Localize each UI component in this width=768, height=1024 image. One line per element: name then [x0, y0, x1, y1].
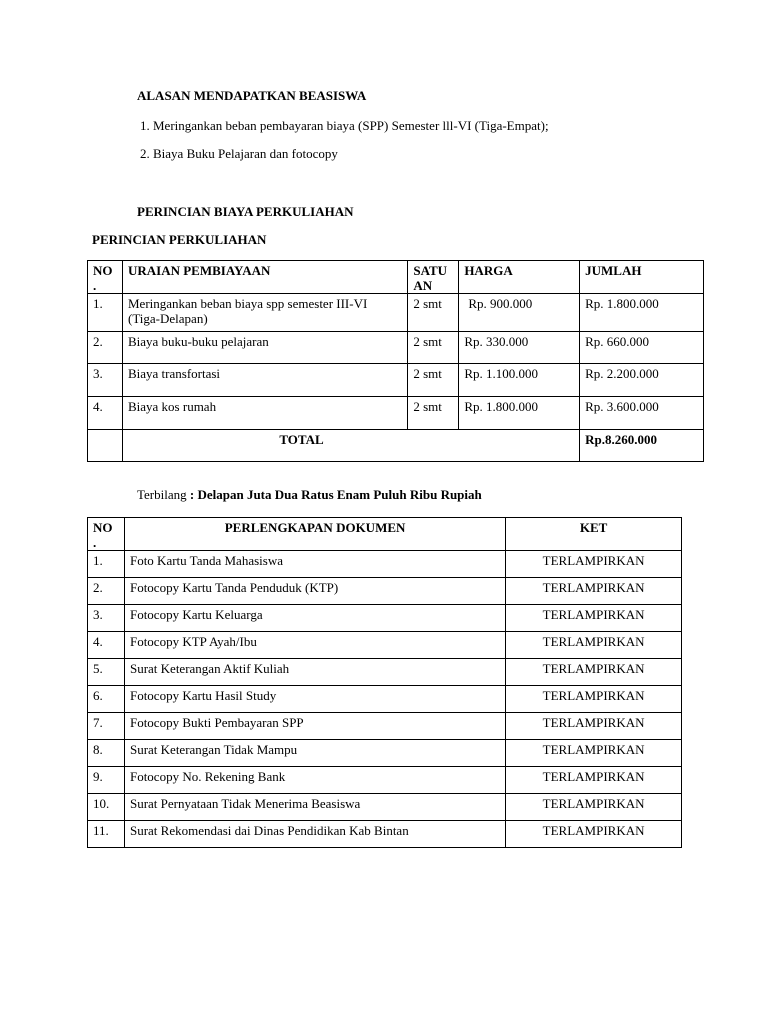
col-header-no: NO .: [88, 518, 125, 551]
cell-dokumen: Surat Keterangan Aktif Kuliah: [124, 659, 505, 686]
cell-no: 2.: [88, 578, 125, 605]
cell-uraian: Biaya kos rumah: [122, 397, 407, 430]
cost-table-title: PERINCIAN PERKULIAHAN: [92, 232, 267, 247]
cell-jumlah: Rp. 1.800.000: [580, 294, 704, 332]
cell-no: 1.: [88, 294, 123, 332]
terbilang-line: [137, 487, 482, 503]
col-header-jumlah: JUMLAH: [580, 261, 704, 294]
cell-dokumen: Surat Rekomendasi dai Dinas Pendidikan Kab Bintan: [124, 821, 505, 848]
col-header-uraian: URAIAN PEMBIAYAAN: [122, 261, 407, 294]
cell-no: 3.: [88, 605, 125, 632]
cell-dokumen: Fotocopy Bukti Pembayaran SPP: [124, 713, 505, 740]
cell-harga: Rp. 1.800.000: [459, 397, 580, 430]
cell-harga: Rp. 1.100.000: [459, 364, 580, 397]
cell-no: 6.: [88, 686, 125, 713]
cell-ket: TERLAMPIRKAN: [506, 794, 682, 821]
cell-dokumen: Fotocopy Kartu Tanda Penduduk (KTP): [124, 578, 505, 605]
cell-ket: TERLAMPIRKAN: [506, 713, 682, 740]
cell-jumlah: Rp. 2.200.000: [580, 364, 704, 397]
terbilang-value: : Delapan Juta Dua Ratus Enam Puluh Ribu Rupiah: [189, 487, 482, 502]
cell-no: 8.: [88, 740, 125, 767]
reasons-heading: ALASAN MENDAPATKAN BEASISWA: [137, 88, 367, 103]
cell-no-empty: [88, 430, 123, 462]
col-header-dokumen: PERLENGKAPAN DOKUMEN: [124, 518, 505, 551]
table-row: [88, 551, 682, 578]
cell-uraian: Biaya transfortasi: [122, 364, 407, 397]
total-row: [88, 430, 704, 462]
table-row: [88, 605, 682, 632]
cell-dokumen: Fotocopy No. Rekening Bank: [124, 767, 505, 794]
reason-item: 1. Meringankan beban pembayaran biaya (SPP) Semester lll-VI (Tiga-Empat);: [140, 118, 549, 133]
cell-ket: TERLAMPIRKAN: [506, 740, 682, 767]
table-row: [88, 332, 704, 364]
reason-item: 2. Biaya Buku Pelajaran dan fotocopy: [140, 146, 338, 161]
total-value: Rp.8.260.000: [580, 430, 704, 462]
cell-ket: TERLAMPIRKAN: [506, 578, 682, 605]
col-header-ket: KET: [506, 518, 682, 551]
cell-ket: TERLAMPIRKAN: [506, 686, 682, 713]
col-header-no: NO .: [88, 261, 123, 294]
cell-harga: Rp. 330.000: [459, 332, 580, 364]
table-row: [88, 578, 682, 605]
cell-no: 2.: [88, 332, 123, 364]
col-header-harga: HARGA: [459, 261, 580, 294]
cell-ket: TERLAMPIRKAN: [506, 767, 682, 794]
cell-dokumen: Fotocopy Kartu Hasil Study: [124, 686, 505, 713]
cell-satuan: 2 smt: [408, 364, 459, 397]
cell-no: 10.: [88, 794, 125, 821]
cell-no: 7.: [88, 713, 125, 740]
cell-uraian: Biaya buku-buku pelajaran: [122, 332, 407, 364]
cell-jumlah: Rp. 660.000: [580, 332, 704, 364]
table-row: [88, 767, 682, 794]
cell-jumlah: Rp. 3.600.000: [580, 397, 704, 430]
cell-satuan: 2 smt: [408, 332, 459, 364]
terbilang-label: Terbilang: [137, 487, 187, 502]
cell-ket: TERLAMPIRKAN: [506, 659, 682, 686]
table-row: [88, 794, 682, 821]
cell-uraian: Meringankan beban biaya spp semester III-VI (Tiga-Delapan): [122, 294, 407, 332]
cost-table: [87, 260, 704, 462]
col-header-satuan: SATU AN: [408, 261, 459, 294]
cell-dokumen: Surat Keterangan Tidak Mampu: [124, 740, 505, 767]
cell-no: 11.: [88, 821, 125, 848]
table-row: [88, 294, 704, 332]
table-row: [88, 659, 682, 686]
cost-breakdown-heading: PERINCIAN BIAYA PERKULIAHAN: [137, 204, 354, 219]
cell-dokumen: Surat Pernyataan Tidak Menerima Beasiswa: [124, 794, 505, 821]
cell-satuan: 2 smt: [408, 397, 459, 430]
table-row: [88, 713, 682, 740]
table-row: [88, 397, 704, 430]
document-table: [87, 517, 682, 848]
cell-dokumen: Fotocopy KTP Ayah/Ibu: [124, 632, 505, 659]
cell-ket: TERLAMPIRKAN: [506, 821, 682, 848]
cell-no: 5.: [88, 659, 125, 686]
cost-table-header: [88, 261, 704, 294]
cell-harga: Rp. 900.000: [459, 294, 580, 332]
cell-no: 3.: [88, 364, 123, 397]
table-row: [88, 364, 704, 397]
cell-no: 4.: [88, 632, 125, 659]
cell-satuan: 2 smt: [408, 294, 459, 332]
table-row: [88, 632, 682, 659]
cell-ket: TERLAMPIRKAN: [506, 605, 682, 632]
table-row: [88, 740, 682, 767]
table-row: [88, 686, 682, 713]
document-table-header: [88, 518, 682, 551]
cell-no: 9.: [88, 767, 125, 794]
cell-no: 4.: [88, 397, 123, 430]
cell-ket: TERLAMPIRKAN: [506, 632, 682, 659]
total-label: TOTAL: [122, 430, 579, 462]
cell-ket: TERLAMPIRKAN: [506, 551, 682, 578]
cell-dokumen: Foto Kartu Tanda Mahasiswa: [124, 551, 505, 578]
cell-no: 1.: [88, 551, 125, 578]
table-row: [88, 821, 682, 848]
cell-dokumen: Fotocopy Kartu Keluarga: [124, 605, 505, 632]
